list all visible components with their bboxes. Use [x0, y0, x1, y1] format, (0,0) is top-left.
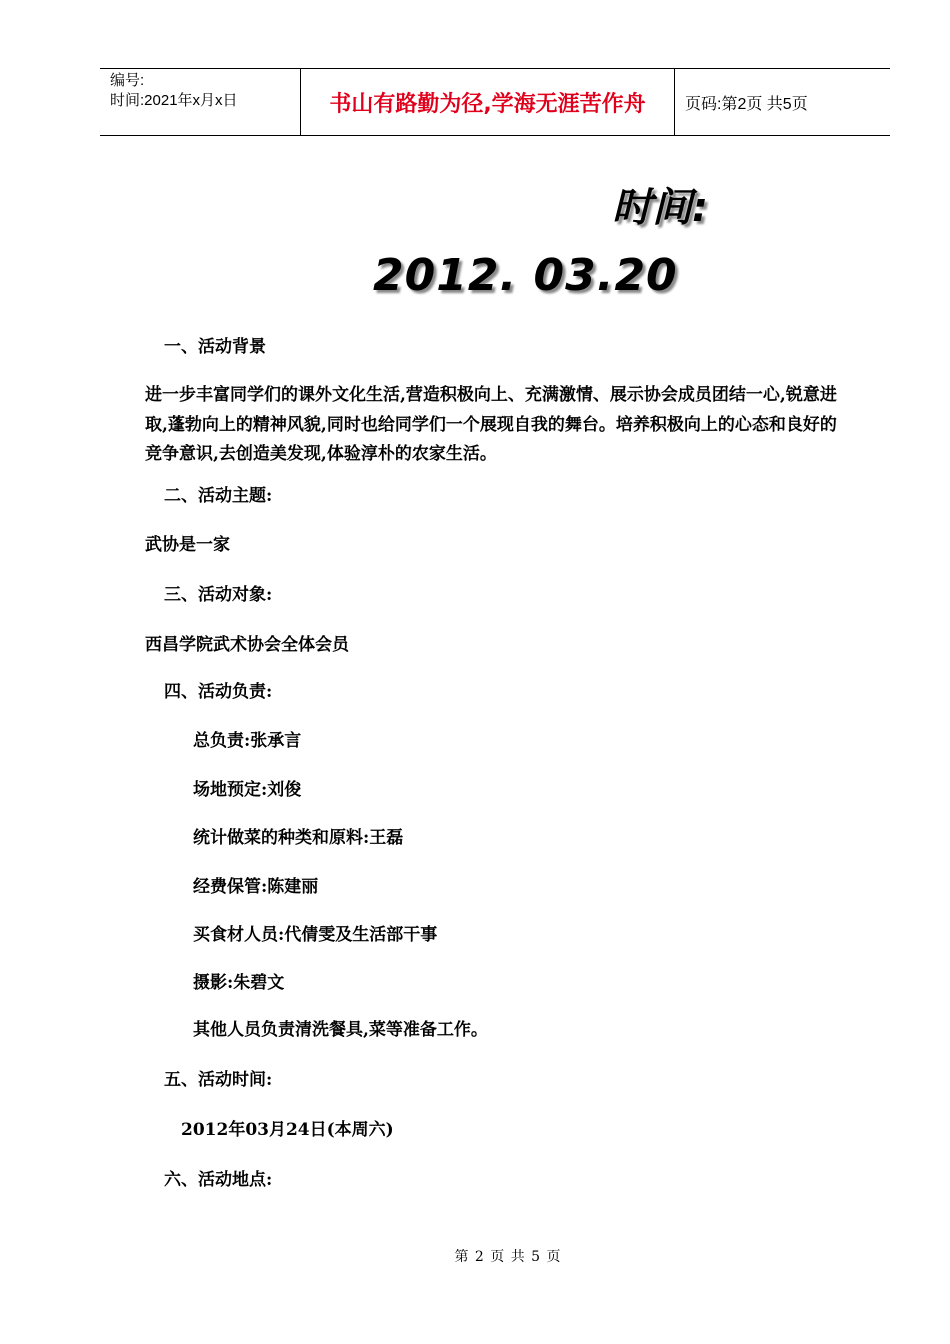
page-footer: 第 2 页 共 5 页	[454, 1249, 562, 1265]
header-page-code: 页码:第2页 共5页	[685, 95, 808, 113]
date-heading: 2012. 03.20	[373, 250, 678, 301]
time-heading: 时间:	[612, 185, 708, 231]
header-number-label: 编号:	[110, 72, 145, 89]
section-2-body: 武协是一家	[145, 535, 230, 555]
section-4-item: 其他人员负责清洗餐具,菜等准备工作。	[193, 1020, 488, 1040]
section-5-body: 2012年03月24日(本周六)	[181, 1120, 394, 1140]
section-4-heading: 四、活动负责:	[164, 682, 273, 702]
section-4-item: 统计做菜的种类和原料:王磊	[193, 828, 404, 848]
section-1-heading: 一、活动背景	[164, 337, 266, 357]
section-3-heading: 三、活动对象:	[164, 585, 273, 605]
section-4-item: 总负责:张承言	[193, 731, 302, 751]
section-2-heading: 二、活动主题:	[164, 486, 273, 506]
section-4-item: 经费保管:陈建丽	[193, 877, 319, 897]
header-motto: 书山有路勤为径,学海无涯苦作舟	[301, 69, 675, 135]
section-5-heading: 五、活动时间:	[164, 1070, 273, 1090]
section-4-item: 场地预定:刘俊	[193, 780, 302, 800]
section-1-body: 进一步丰富同学们的课外文化生活,营造积极向上、充满激情、展示协会成员团结一心,锐意进取,蓬勃向上的精神风貌,同时也给同学们一个展现自我的舞台。培养积极向上的心态和良好的竞争意识,去创造美发现,体验淳朴的农家生活。	[145, 385, 837, 464]
header-time-label: 时间:2021年x月x日	[110, 92, 238, 109]
section-3-body: 西昌学院武术协会全体会员	[145, 635, 349, 655]
section-4-item: 买食材人员:代倩雯及生活部干事	[193, 925, 438, 945]
section-4-item: 摄影:朱碧文	[193, 973, 285, 993]
header-info-cell	[100, 69, 301, 135]
page-header	[100, 68, 890, 136]
section-6-heading: 六、活动地点:	[164, 1170, 273, 1190]
